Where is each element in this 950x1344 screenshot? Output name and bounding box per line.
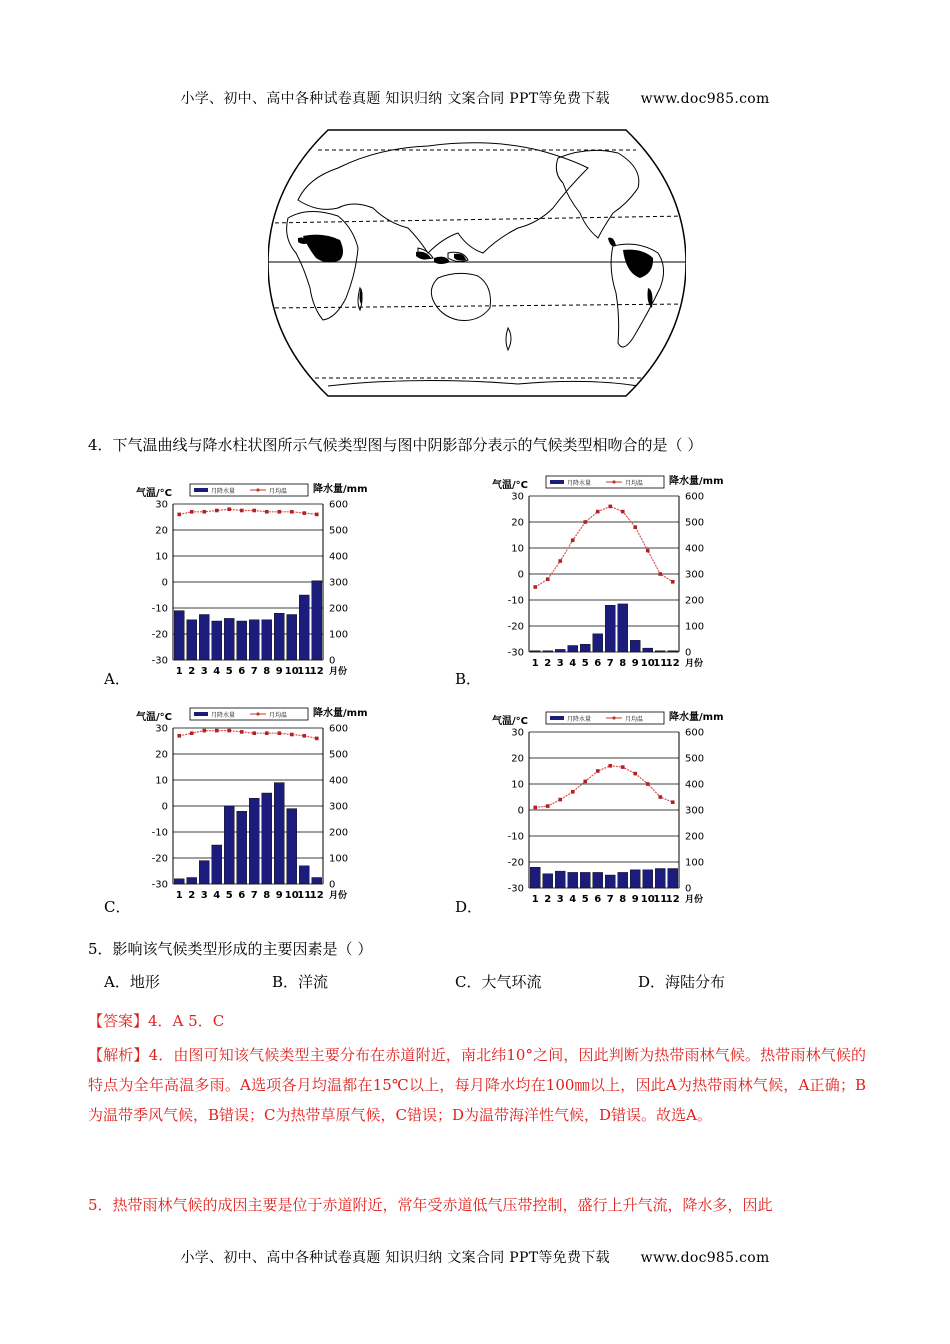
choice-c: C．大气环流 xyxy=(455,973,542,991)
analysis-text-1: 4．由图可知该气候类型主要分布在赤道附近，南北纬10°之间，因此判断为热带雨林气候。热带雨林气候的特点为全年高温多雨。A选项各月均温都在15℃以上，每月降水均在100㎜以上，因此A为热带雨林气候，A正确；B为温带季风气候，B错误；C为热带草原气候，C错误；D为温带海洋性气候，D错误。故选A。 xyxy=(88,1046,866,1124)
answer-label: 【答案】 xyxy=(88,1012,149,1030)
temp-point xyxy=(621,765,625,769)
precip-bar xyxy=(212,621,222,660)
analysis-paragraph-2: 5．热带雨林气候的成因主要是位于赤道附近，常年受赤道低气压带控制，盛行上升气流，降水多，因此 xyxy=(88,1196,773,1214)
precip-bar xyxy=(580,872,590,888)
temp-tick-label: 0 xyxy=(161,801,168,813)
precip-tick-label: 600 xyxy=(685,727,705,739)
x-axis-label: 月份 xyxy=(685,659,704,669)
temp-tick-label: 20 xyxy=(511,517,524,529)
precip-bar xyxy=(274,783,284,884)
page-footer xyxy=(0,1247,950,1267)
precip-tick-label: 300 xyxy=(685,569,705,581)
temp-tick-label: -30 xyxy=(151,879,168,891)
temp-point xyxy=(633,772,637,776)
temp-line xyxy=(535,506,673,587)
precip-bar xyxy=(174,611,184,660)
temp-point xyxy=(546,804,550,808)
precip-tick-label: 200 xyxy=(685,831,705,843)
month-tick-label: 10 xyxy=(640,658,655,669)
precip-bar xyxy=(187,620,197,660)
month-tick-label: 12 xyxy=(309,890,324,901)
temp-tick-label: -10 xyxy=(507,595,524,607)
month-tick-label: 1 xyxy=(531,894,539,905)
precip-tick-label: 200 xyxy=(329,603,349,615)
month-tick-label: 3 xyxy=(556,894,564,905)
legend-precip-label: 月降水量 xyxy=(211,488,236,495)
month-tick-label: 4 xyxy=(213,890,221,901)
precip-bar xyxy=(237,811,247,884)
month-tick-label: 7 xyxy=(250,890,258,901)
temp-axis-label: 气温/°C xyxy=(136,712,172,723)
precip-bar xyxy=(199,861,209,884)
temp-point xyxy=(302,511,306,515)
precip-bar xyxy=(187,878,197,885)
precip-tick-label: 300 xyxy=(685,805,705,817)
temp-tick-label: 30 xyxy=(511,727,524,739)
temp-point xyxy=(215,729,219,733)
temp-point xyxy=(658,795,662,799)
temp-point xyxy=(315,737,319,741)
temp-line xyxy=(179,509,316,514)
precip-bar xyxy=(643,648,653,652)
month-tick-label: 12 xyxy=(665,894,680,905)
legend-precip-label: 月降水量 xyxy=(567,716,592,723)
legend-temp-marker xyxy=(612,716,615,719)
temp-line xyxy=(179,731,316,739)
temp-point xyxy=(302,734,306,738)
precip-bar xyxy=(237,621,247,660)
precip-bar xyxy=(555,649,565,652)
legend-temp-label: 月均温 xyxy=(269,488,288,495)
temp-point xyxy=(240,730,244,734)
precip-bar xyxy=(593,634,603,652)
option-d-label: D． xyxy=(455,898,483,916)
legend-temp-marker xyxy=(612,480,615,483)
temp-point xyxy=(558,559,562,563)
month-tick-label: 1 xyxy=(175,666,183,677)
analysis-label: 【解析】 xyxy=(88,1046,149,1064)
temp-tick-label: 10 xyxy=(155,775,168,787)
month-tick-label: 7 xyxy=(250,666,258,677)
precip-bar xyxy=(630,870,640,888)
precip-bar xyxy=(543,651,553,652)
precip-bar xyxy=(224,618,234,660)
legend-precip-swatch xyxy=(550,480,564,484)
precip-tick-label: 600 xyxy=(329,723,349,735)
precip-bar xyxy=(568,872,578,888)
month-tick-label: 7 xyxy=(606,894,614,905)
world-map-figure xyxy=(268,128,686,398)
temp-point xyxy=(190,731,194,735)
month-tick-label: 9 xyxy=(275,666,283,677)
temp-tick-label: 30 xyxy=(155,499,168,511)
legend-temp-label: 月均温 xyxy=(625,716,644,723)
precip-tick-label: 500 xyxy=(685,753,705,765)
temp-point xyxy=(252,731,256,735)
month-tick-label: 8 xyxy=(619,894,627,905)
month-tick-label: 1 xyxy=(175,890,183,901)
temp-point xyxy=(277,510,281,514)
precip-bar xyxy=(668,651,678,652)
precip-bar xyxy=(262,793,272,884)
month-tick-label: 2 xyxy=(544,894,552,905)
legend-precip-label: 月降水量 xyxy=(211,712,236,719)
month-tick-label: 2 xyxy=(544,658,552,669)
climate-chart-svg xyxy=(128,702,378,902)
month-tick-label: 3 xyxy=(556,658,564,669)
precip-tick-label: 200 xyxy=(329,827,349,839)
precip-tick-label: 500 xyxy=(329,525,349,537)
temp-point xyxy=(202,729,206,733)
temp-point xyxy=(621,510,625,514)
temp-point xyxy=(177,734,181,738)
month-tick-label: 11 xyxy=(653,894,668,905)
temp-tick-label: 10 xyxy=(511,779,524,791)
temp-point xyxy=(315,513,319,517)
month-tick-label: 10 xyxy=(640,894,655,905)
x-axis-label: 月份 xyxy=(329,891,348,901)
precip-tick-label: 600 xyxy=(685,491,705,503)
month-tick-label: 2 xyxy=(188,666,196,677)
analysis-paragraph-1 xyxy=(88,1040,866,1130)
chart-option-c xyxy=(128,702,378,906)
temp-tick-label: 30 xyxy=(511,491,524,503)
precip-axis-label: 降水量/mm xyxy=(313,708,368,719)
precip-tick-label: 0 xyxy=(685,647,692,659)
month-tick-label: 9 xyxy=(631,658,639,669)
month-tick-label: 10 xyxy=(284,890,299,901)
precip-bar xyxy=(605,605,615,652)
temp-tick-label: 0 xyxy=(161,577,168,589)
choice-a: A．地形 xyxy=(104,973,160,991)
legend-temp-label: 月均温 xyxy=(625,480,644,487)
month-tick-label: 7 xyxy=(606,658,614,669)
temp-point xyxy=(671,800,675,804)
month-tick-label: 8 xyxy=(619,658,627,669)
precip-bar xyxy=(643,870,653,888)
climate-chart-svg xyxy=(484,706,734,906)
temp-point xyxy=(290,510,294,514)
temp-point xyxy=(546,577,550,581)
x-axis-label: 月份 xyxy=(329,667,348,677)
temp-tick-label: -10 xyxy=(151,603,168,615)
temp-tick-label: -30 xyxy=(151,655,168,667)
chart-option-d xyxy=(484,706,734,910)
precip-tick-label: 0 xyxy=(685,883,692,895)
temp-point xyxy=(571,790,575,794)
temp-tick-label: 20 xyxy=(155,749,168,761)
answer-line xyxy=(88,1010,224,1031)
temp-point xyxy=(265,510,269,514)
precip-tick-label: 500 xyxy=(685,517,705,529)
temp-point xyxy=(190,510,194,514)
month-tick-label: 11 xyxy=(653,658,668,669)
precip-bar xyxy=(655,869,665,889)
option-c-label: C． xyxy=(104,898,131,916)
temp-point xyxy=(571,538,575,542)
month-tick-label: 11 xyxy=(297,890,312,901)
precip-bar xyxy=(555,871,565,888)
precip-bar xyxy=(262,620,272,660)
temp-tick-label: 20 xyxy=(155,525,168,537)
precip-tick-label: 400 xyxy=(329,775,349,787)
temp-point xyxy=(558,798,562,802)
header-site: www.doc985.com xyxy=(640,91,770,107)
question-4-stem: 4．下气温曲线与降水柱状图所示气候类型图与图中阴影部分表示的气候类型相吻合的是（ ） xyxy=(88,436,703,454)
month-tick-label: 1 xyxy=(531,658,539,669)
precip-tick-label: 0 xyxy=(329,879,336,891)
month-tick-label: 5 xyxy=(581,658,589,669)
legend-precip-swatch xyxy=(194,712,208,716)
precip-tick-label: 400 xyxy=(329,551,349,563)
precip-bar xyxy=(274,613,284,660)
temp-point xyxy=(583,780,587,784)
month-tick-label: 8 xyxy=(263,666,271,677)
month-tick-label: 4 xyxy=(213,666,221,677)
precip-bar xyxy=(655,651,665,652)
precip-bar xyxy=(287,615,297,661)
temp-point xyxy=(671,580,675,584)
temp-point xyxy=(533,585,537,589)
month-tick-label: 2 xyxy=(188,890,196,901)
temp-point xyxy=(227,507,231,511)
legend-precip-swatch xyxy=(550,716,564,720)
precip-bar xyxy=(630,640,640,652)
precip-bar xyxy=(530,867,540,888)
precip-bar xyxy=(593,872,603,888)
legend-temp-label: 月均温 xyxy=(269,712,288,719)
month-tick-label: 5 xyxy=(225,666,233,677)
precip-bar xyxy=(287,809,297,884)
temp-point xyxy=(633,525,637,529)
precip-bar xyxy=(299,866,309,884)
precip-tick-label: 400 xyxy=(685,779,705,791)
month-tick-label: 8 xyxy=(263,890,271,901)
temp-tick-label: 10 xyxy=(155,551,168,563)
precip-bar xyxy=(618,872,628,888)
climate-chart-svg xyxy=(128,478,378,678)
legend-temp-marker xyxy=(256,712,259,715)
precip-axis-label: 降水量/mm xyxy=(669,476,724,487)
temp-tick-label: -20 xyxy=(151,629,168,641)
month-tick-label: 5 xyxy=(225,890,233,901)
legend-temp-marker xyxy=(256,488,259,491)
precip-bar xyxy=(299,595,309,660)
temp-point xyxy=(596,510,600,514)
chart-option-b xyxy=(484,470,734,674)
precip-bar xyxy=(212,845,222,884)
temp-axis-label: 气温/°C xyxy=(492,716,528,727)
header-text: 小学、初中、高中各种试卷真题 知识归纳 文案合同 PPT等免费下载 xyxy=(180,91,610,107)
temp-point xyxy=(277,731,281,735)
temp-tick-label: 30 xyxy=(155,723,168,735)
precip-tick-label: 100 xyxy=(329,853,349,865)
temp-point xyxy=(596,769,600,773)
precip-bar xyxy=(224,806,234,884)
month-tick-label: 5 xyxy=(581,894,589,905)
temp-point xyxy=(227,729,231,733)
month-tick-label: 11 xyxy=(297,666,312,677)
temp-tick-label: -30 xyxy=(507,647,524,659)
month-tick-label: 6 xyxy=(594,894,602,905)
precip-axis-label: 降水量/mm xyxy=(669,712,724,723)
precip-bar xyxy=(312,878,322,885)
temp-point xyxy=(265,731,269,735)
month-tick-label: 10 xyxy=(284,666,299,677)
temp-point xyxy=(252,509,256,513)
precip-bar xyxy=(199,615,209,661)
page-header xyxy=(0,88,950,108)
precip-tick-label: 600 xyxy=(329,499,349,511)
precip-bar xyxy=(605,875,615,888)
temp-tick-label: 0 xyxy=(517,569,524,581)
temp-tick-label: -20 xyxy=(507,857,524,869)
precip-tick-label: 200 xyxy=(685,595,705,607)
temp-point xyxy=(533,806,537,810)
temp-point xyxy=(608,764,612,768)
precip-bar xyxy=(174,879,184,884)
temp-point xyxy=(646,549,650,553)
month-tick-label: 12 xyxy=(665,658,680,669)
month-tick-label: 3 xyxy=(200,890,208,901)
precip-tick-label: 300 xyxy=(329,577,349,589)
temp-tick-label: -10 xyxy=(507,831,524,843)
temp-tick-label: 10 xyxy=(511,543,524,555)
precip-bar xyxy=(668,869,678,889)
month-tick-label: 6 xyxy=(238,890,246,901)
precip-bar xyxy=(249,798,259,884)
climate-chart-svg xyxy=(484,470,734,670)
precip-tick-label: 400 xyxy=(685,543,705,555)
temp-point xyxy=(290,733,294,737)
precip-bar xyxy=(568,646,578,653)
temp-point xyxy=(658,572,662,576)
x-axis-label: 月份 xyxy=(685,895,704,905)
question-5-stem: 5．影响该气候类型形成的主要因素是（ ） xyxy=(88,940,373,958)
month-tick-label: 6 xyxy=(594,658,602,669)
month-tick-label: 4 xyxy=(569,658,577,669)
month-tick-label: 6 xyxy=(238,666,246,677)
temp-tick-label: -20 xyxy=(507,621,524,633)
month-tick-label: 12 xyxy=(309,666,324,677)
choice-b: B．洋流 xyxy=(272,973,329,991)
temp-point xyxy=(608,505,612,509)
precip-bar xyxy=(530,651,540,652)
choice-d: D．海陆分布 xyxy=(638,973,726,991)
precip-tick-label: 100 xyxy=(329,629,349,641)
temp-point xyxy=(215,509,219,513)
legend-precip-label: 月降水量 xyxy=(567,480,592,487)
precip-tick-label: 100 xyxy=(685,621,705,633)
option-a-label: A． xyxy=(104,670,130,688)
temp-tick-label: 0 xyxy=(517,805,524,817)
month-tick-label: 3 xyxy=(200,666,208,677)
precip-axis-label: 降水量/mm xyxy=(313,484,368,495)
temp-point xyxy=(177,513,181,517)
temp-axis-label: 气温/°C xyxy=(136,488,172,499)
footer-text: 小学、初中、高中各种试卷真题 知识归纳 文案合同 PPT等免费下载 xyxy=(180,1250,610,1266)
temp-point xyxy=(646,782,650,786)
temp-tick-label: -30 xyxy=(507,883,524,895)
precip-bar xyxy=(543,874,553,888)
chart-option-a xyxy=(128,478,378,682)
precip-bar xyxy=(312,581,322,660)
precip-tick-label: 300 xyxy=(329,801,349,813)
legend-precip-swatch xyxy=(194,488,208,492)
temp-point xyxy=(583,520,587,524)
temp-tick-label: -10 xyxy=(151,827,168,839)
temp-axis-label: 气温/°C xyxy=(492,480,528,491)
month-tick-label: 9 xyxy=(631,894,639,905)
precip-tick-label: 0 xyxy=(329,655,336,667)
option-b-label: B． xyxy=(455,670,482,688)
precip-bar xyxy=(618,604,628,652)
precip-bar xyxy=(580,644,590,652)
temp-point xyxy=(202,510,206,514)
temp-tick-label: -20 xyxy=(151,853,168,865)
precip-tick-label: 500 xyxy=(329,749,349,761)
precip-bar xyxy=(249,620,259,660)
answer-text: 4．A 5．C xyxy=(148,1012,225,1030)
temp-point xyxy=(240,509,244,513)
month-tick-label: 9 xyxy=(275,890,283,901)
month-tick-label: 4 xyxy=(569,894,577,905)
temp-line xyxy=(535,766,673,808)
temp-tick-label: 20 xyxy=(511,753,524,765)
footer-site: www.doc985.com xyxy=(640,1250,770,1266)
precip-tick-label: 100 xyxy=(685,857,705,869)
